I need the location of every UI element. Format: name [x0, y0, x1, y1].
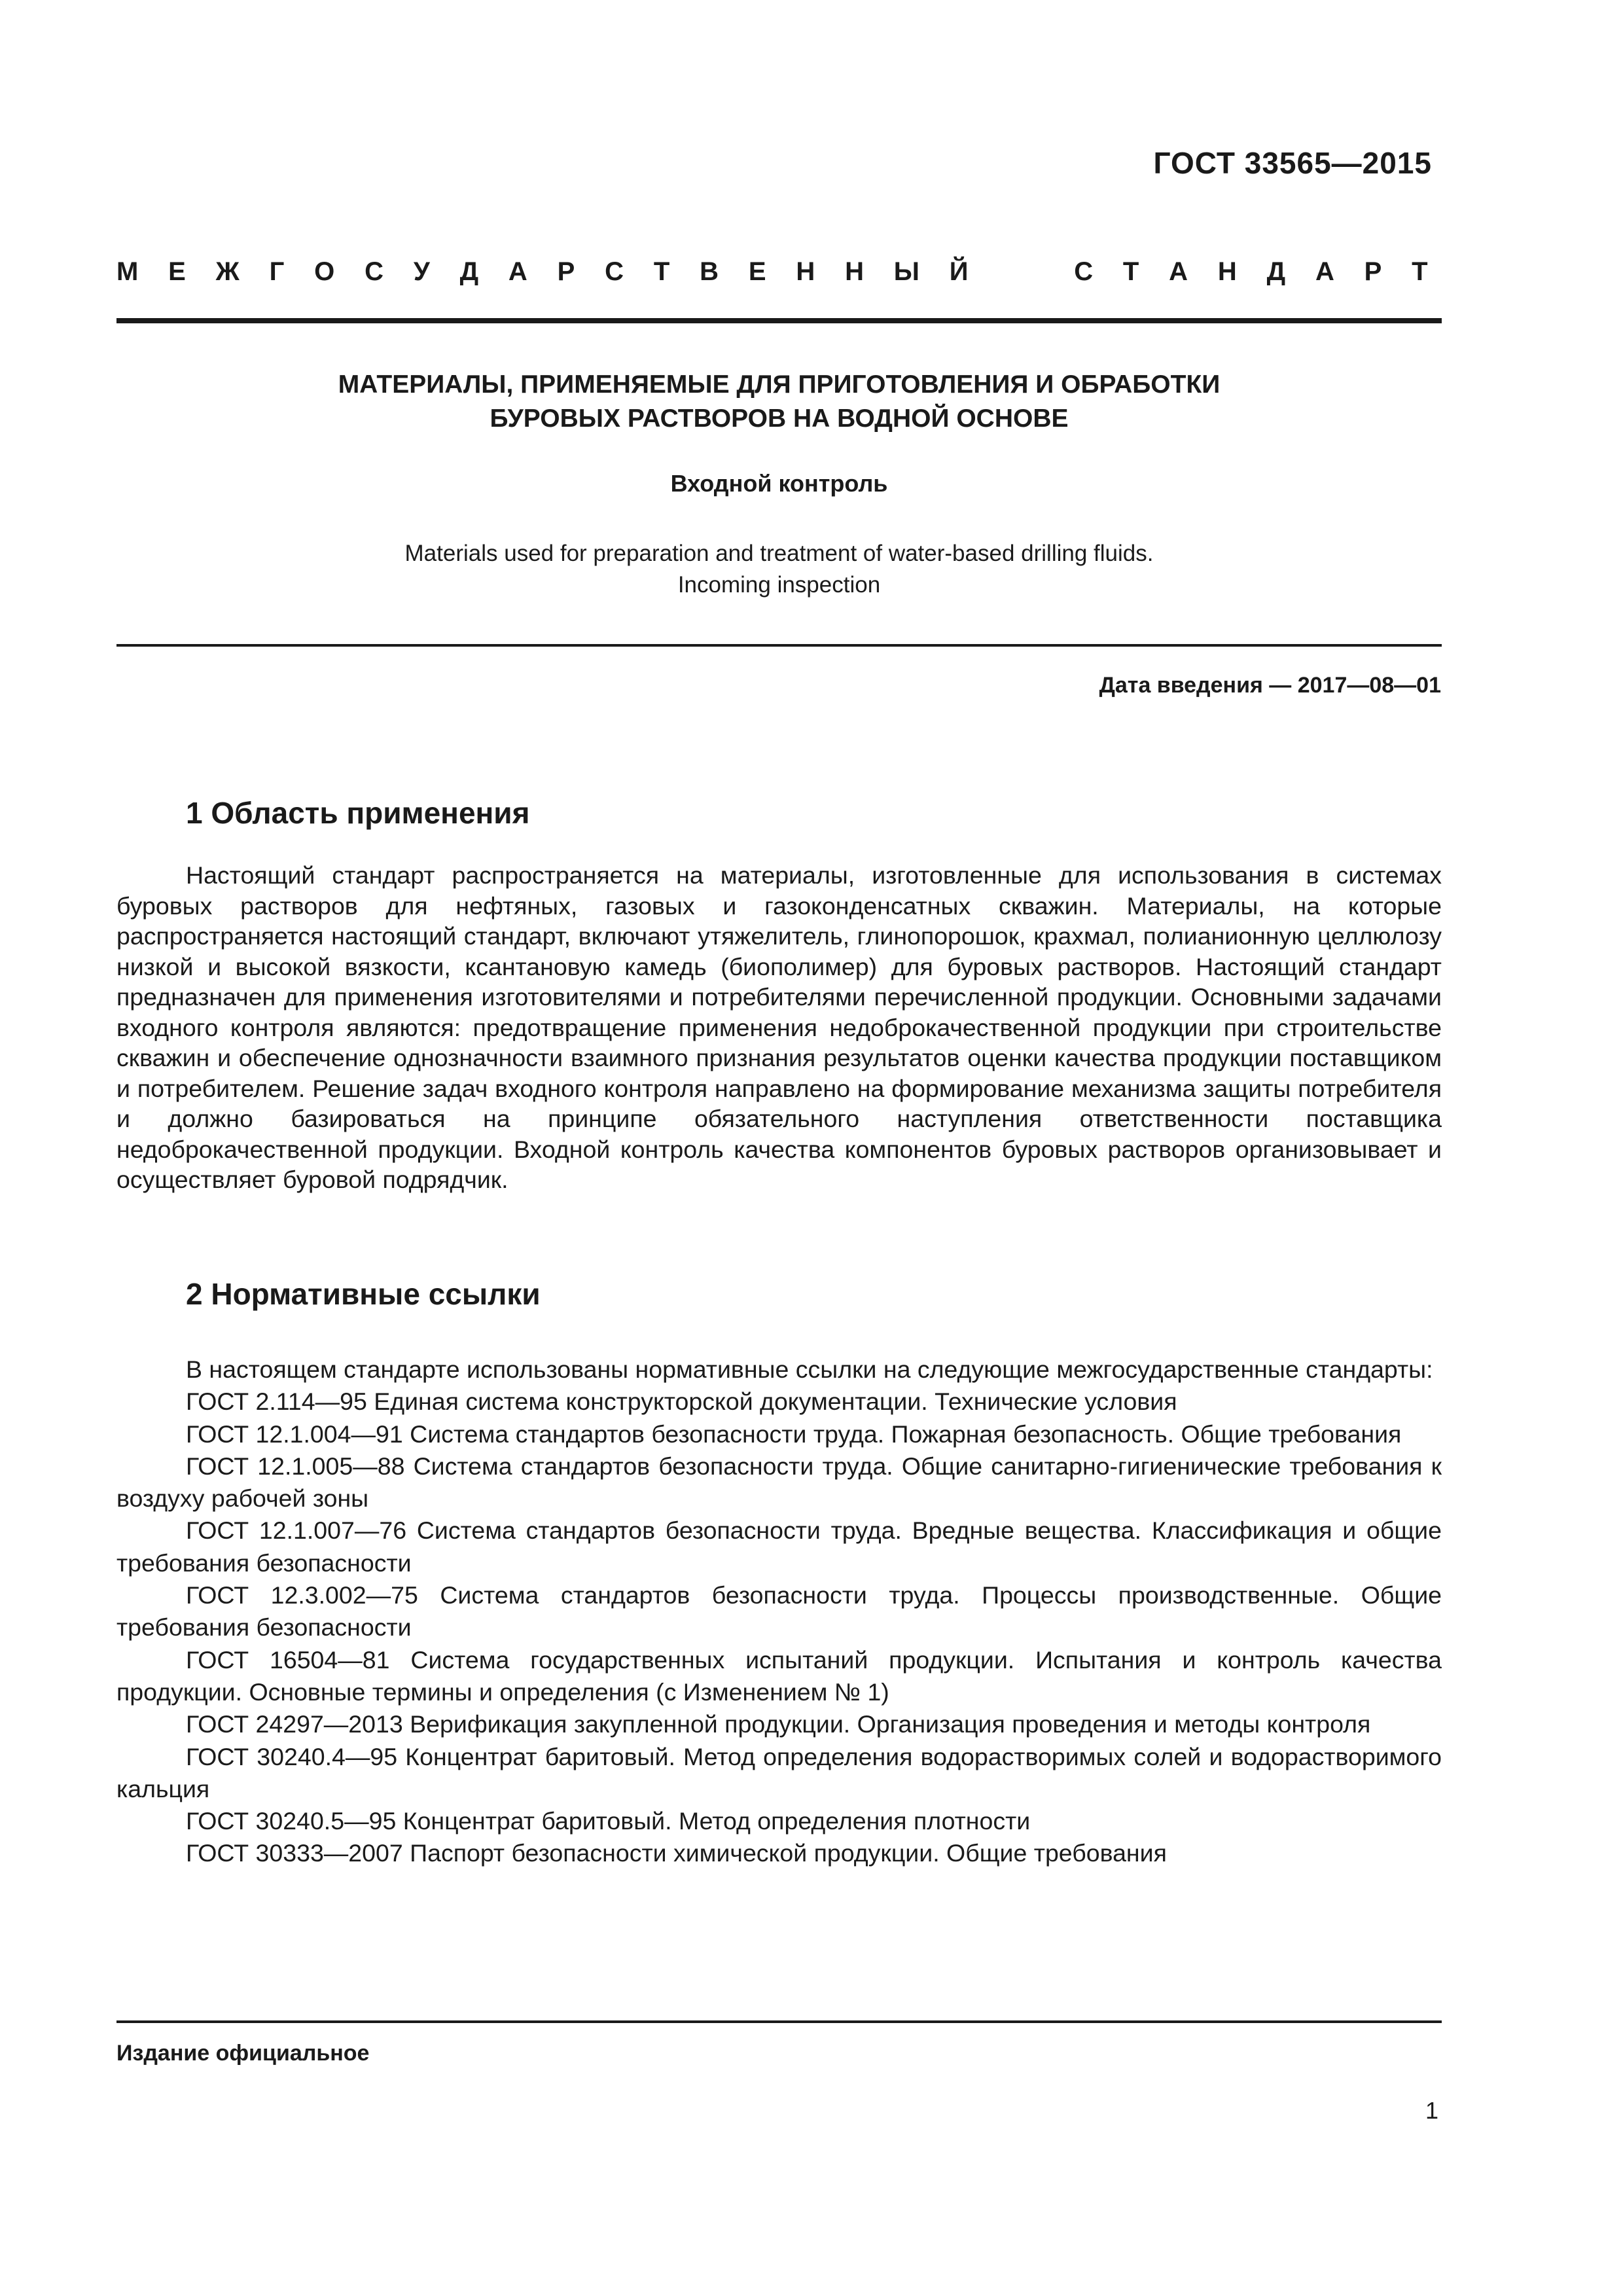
footer-divider — [116, 2020, 1442, 2023]
document-subtitle: Входной контроль — [670, 470, 888, 497]
section-1-paragraph — [116, 860, 1442, 1195]
banner-letter: У — [413, 257, 430, 286]
english-title-line: Materials used for preparation and treatment of water-based drilling fluids. — [404, 541, 1154, 566]
title-line: БУРОВЫХ РАСТВОРОВ НА ВОДНОЙ ОСНОВЕ — [490, 404, 1069, 433]
banner-letter: Т — [1122, 257, 1139, 286]
reference-item: ГОСТ 12.3.002—75 Система стандартов безопасности труда. Процессы производственные. Общие требования безопасности — [116, 1581, 1442, 1641]
banner-letter: Т — [653, 257, 670, 286]
reference-item: ГОСТ 16504—81 Система государственных испытаний продукции. Испытания и контроль качества продукции. Основные термины и определения (с Изменением № 1) — [116, 1645, 1442, 1706]
banner-letter: Й — [949, 257, 969, 286]
banner-letter: Д — [459, 257, 479, 286]
banner-letter: С — [605, 257, 624, 286]
section-2-heading: 2 Нормативные ссылки — [186, 1277, 541, 1311]
banner-letter: М — [116, 257, 139, 286]
doc-number: ГОСТ 33565—2015 — [1153, 146, 1432, 180]
banner-letter: А — [508, 257, 527, 286]
title-line: МАТЕРИАЛЫ, ПРИМЕНЯЕМЫЕ ДЛЯ ПРИГОТОВЛЕНИЯ И ОБРАБОТКИ — [338, 370, 1221, 399]
banner-letter: Ы — [893, 257, 919, 286]
banner-letter: Е — [748, 257, 766, 286]
banner-letter: А — [1169, 257, 1188, 286]
banner-letter: Р — [1364, 257, 1382, 286]
banner-letter: О — [314, 257, 335, 286]
edition-label: Издание официальное — [116, 2041, 370, 2066]
banner-letter: Г — [269, 257, 285, 286]
reference-item: ГОСТ 30240.5—95 Концентрат баритовый. Метод определения плотности — [186, 1807, 1031, 1835]
english-title — [116, 538, 1442, 601]
banner-letter: С — [1074, 257, 1094, 286]
english-title-line: Incoming inspection — [677, 572, 881, 598]
banner-letter: С — [365, 257, 384, 286]
banner-letter: Н — [1217, 257, 1237, 286]
title-divider — [116, 644, 1442, 647]
reference-item: ГОСТ 12.1.004—91 Система стандартов безопасности труда. Пожарная безопасность. Общие требования — [186, 1420, 1402, 1448]
page-number: 1 — [1425, 2097, 1438, 2124]
document-title — [116, 368, 1442, 436]
reference-item: ГОСТ 12.1.007—76 Система стандартов безопасности труда. Вредные вещества. Классификация и общие требования безопасности — [116, 1516, 1442, 1577]
banner-letter: Н — [845, 257, 864, 286]
section-1-text: Настоящий стандарт распространяется на материалы, изготовленные для использования в системах буровых растворов для нефтяных, газовых и газоконденсатных скважин. Материалы, на которые распространяется настоящий стандарт, включают утяжелитель, глинопорошок, крахмал, полианионную целлюлозу низкой и высокой вязкости, ксантановую камедь (биополимер) для буровых растворов. Настоящий стандарт предназначен для применения изготовителями и потребителями перечисленной продукции. Основными задачами входного контроля являются: предотвращение применения недоброкачественной продукции при строительстве скважин и обеспечение однозначности взаимного признания результатов оценки качества продукции поставщиком и потребителем. Решение задач входного контроля направлено на формирование механизма защиты потребителя и должно базироваться на принципе обязательного наступления ответственности поставщика недоброкачественной продукции. Входной контроль качества компонентов буровых растворов организовывает и осуществляет буровой подрядчик. — [116, 861, 1442, 1193]
banner-letter: Т — [1412, 257, 1428, 286]
reference-item: ГОСТ 30333—2007 Паспорт безопасности химической продукции. Общие требования — [186, 1839, 1167, 1867]
reference-item: ГОСТ 24297—2013 Верификация закупленной продукции. Организация проведения и методы контроля — [186, 1710, 1371, 1738]
references-list — [116, 1354, 1442, 1870]
reference-item: ГОСТ 2.114—95 Единая система конструкторской документации. Технические условия — [186, 1388, 1177, 1416]
banner-letter: Ж — [215, 257, 240, 286]
introduction-date: Дата введения — 2017—08—01 — [1099, 673, 1441, 698]
reference-item: ГОСТ 12.1.005—88 Система стандартов безопасности труда. Общие санитарно-гигиенические требования к воздуху рабочей зоны — [116, 1452, 1442, 1513]
reference-item: ГОСТ 30240.4—95 Концентрат баритовый. Метод определения водорастворимых солей и водорастворимого кальция — [116, 1742, 1442, 1803]
banner-letter: Н — [796, 257, 815, 286]
references-intro: В настоящем стандарте использованы нормативные ссылки на следующие межгосударственные стандарты: — [186, 1355, 1433, 1383]
section-1-heading: 1 Область применения — [186, 796, 530, 830]
header-divider — [116, 318, 1442, 323]
banner-letter: Е — [168, 257, 186, 286]
banner-letter: Р — [557, 257, 575, 286]
standard-banner — [116, 257, 1428, 296]
banner-letter: А — [1315, 257, 1334, 286]
banner-letter: Д — [1266, 257, 1286, 286]
banner-letter: В — [700, 257, 719, 286]
banner-word-gap — [998, 257, 1044, 296]
